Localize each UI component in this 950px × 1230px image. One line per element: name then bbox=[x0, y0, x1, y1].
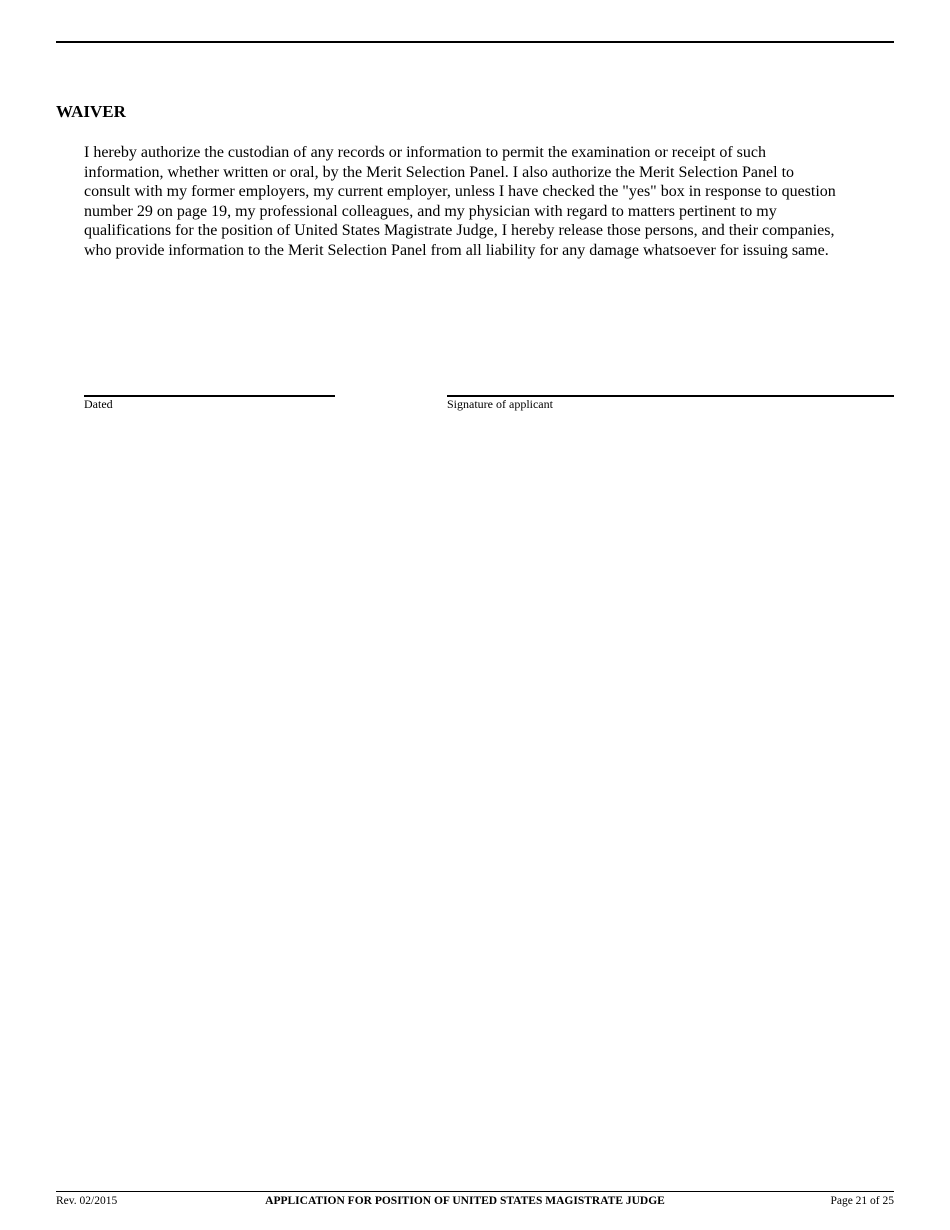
waiver-text: I hereby authorize the custodian of any records or information to permit the examination or receipt of such information, whether written or oral, by the Merit Selection Panel. I also authorize the Merit Selection Panel to consult with my former employers, my current employer, unless I have checked the "yes" box in response to question number 29 on page 19, my professional colleagues, and my physician with regard to matters pertinent to my qualifications for the position of United States Magistrate Judge, I hereby release those persons, and their companies, who provide information to the Merit Selection Panel from all liability for any damage whatsoever for issuing same. bbox=[84, 144, 836, 259]
dated-label: Dated bbox=[84, 397, 113, 411]
footer-revision: Rev. 02/2015 bbox=[56, 1195, 118, 1207]
dated-line[interactable] bbox=[84, 395, 335, 397]
section-heading: WAIVER bbox=[56, 102, 126, 121]
footer-rule bbox=[56, 1191, 894, 1192]
top-rule bbox=[56, 41, 894, 43]
footer-title: APPLICATION FOR POSITION OF UNITED STATES MAGISTRATE JUDGE bbox=[265, 1195, 665, 1207]
signature-label: Signature of applicant bbox=[447, 397, 553, 411]
footer-page-number: Page 21 of 25 bbox=[830, 1195, 894, 1207]
